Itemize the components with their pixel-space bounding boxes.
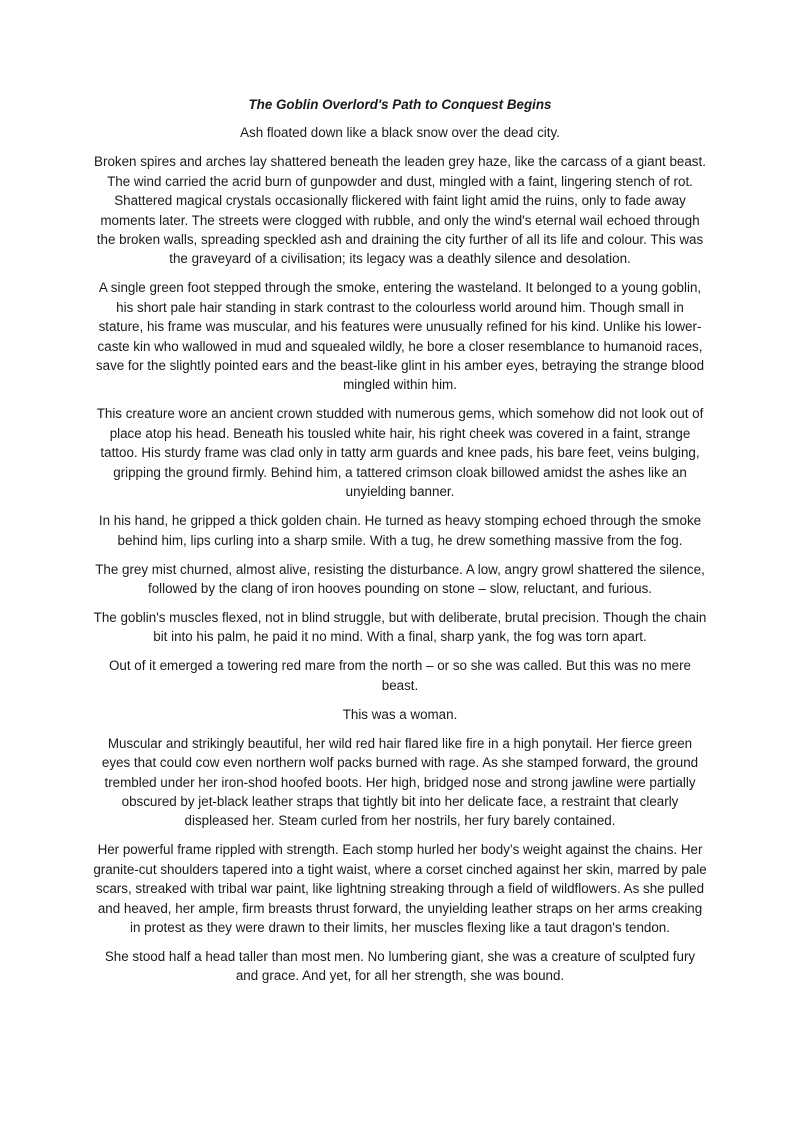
document-title: The Goblin Overlord's Path to Conquest Begins <box>248 97 552 112</box>
paragraph: This was a woman. <box>342 706 458 722</box>
paragraph: A single green foot stepped through the smoke, entering the wasteland. It belonged to a young goblin, his short pale hair standing in stark contrast to the colourless world around him. Though small in stature, his frame was muscular, and his features were unusually refined for his kind. Unlike his lower-caste kin who wallowed in mud and squealed wildly, he bore a closer resemblance to humanoid races, save for the slightly pointed ears and the beast-like glint in his amber eyes, betraying the strange blood mingled within him. <box>95 280 705 393</box>
paragraph: In his hand, he gripped a thick golden chain. He turned as heavy stomping echoed through the smoke behind him, lips curling into a sharp smile. With a tug, he drew something massive from the fog. <box>98 513 702 548</box>
paragraph: Broken spires and arches lay shattered beneath the leaden grey haze, like the carcass of a giant beast. The wind carried the acrid burn of gunpowder and dust, mingled with a faint, lingering stench of rot. Shattered magical crystals occasionally flickered with faint light amid the ruins, only to fade away moments later. The streets were clogged with rubble, and only the wind's eternal wail echoed through the broken walls, spreading speckled ash and draining the city further of all its life and colour. This was the graveyard of a civilisation; its legacy was a deathly silence and desolation. <box>94 154 706 267</box>
paragraph: Out of it emerged a towering red mare from the north – or so she was called. But this was no mere beast. <box>108 658 692 693</box>
paragraph: She stood half a head taller than most men. No lumbering giant, she was a creature of sculpted fury and grace. And yet, for all her strength, she was bound. <box>104 948 696 984</box>
paragraph: This creature wore an ancient crown studded with numerous gems, which somehow did not look out of place atop his head. Beneath his tousled white hair, his right cheek was covered in a faint, strange tattoo. His sturdy frame was clad only in tatty arm guards and knee pads, his bare feet, veins bulging, gripping the ground firmly. Behind him, a tattered crimson cloak billowed amidst the ashes like an unyielding banner. <box>96 406 704 500</box>
paragraph: The goblin's muscles flexed, not in blind struggle, but with deliberate, brutal precision. Though the chain bit into his palm, he paid it no mind. With a final, sharp yank, the fog was torn apart. <box>93 609 707 645</box>
paragraph: Muscular and strikingly beautiful, her wild red hair flared like fire in a high ponytail. Her fierce green eyes that could cow even northern wolf packs burned with rage. As she stamped forward, the ground trembled under her iron-shod hoofed boots. Her high, bridged nose and strong jawline were partially obscured by jet-black leather straps that tightly bit into her delicate face, a restraint that clearly displeased her. Steam curled from her nostrils, her fury barely contained. <box>101 735 699 829</box>
paragraph: Her powerful frame rippled with strength. Each stomp hurled her body’s weight against the chains. Her granite-cut shoulders tapered into a tight waist, where a corset cinched against her skin, marred by pale scars, streaked with tribal war paint, like lightning streaking through a field of wildflowers. As she pulled and heaved, her ample, firm breasts thrust forward, the unyielding leather straps on her arms creaking in protest as they were drawn to their limits, her muscles flexing like a taut dragon's tendon. <box>93 842 707 935</box>
document-page <box>92 95 708 995</box>
paragraph: The grey mist churned, almost alive, resisting the disturbance. A low, angry growl shattered the silence, followed by the clang of iron hooves pounding on stone – slow, reluctant, and furious. <box>95 561 705 596</box>
paragraph: Ash floated down like a black snow over the dead city. <box>240 125 560 141</box>
